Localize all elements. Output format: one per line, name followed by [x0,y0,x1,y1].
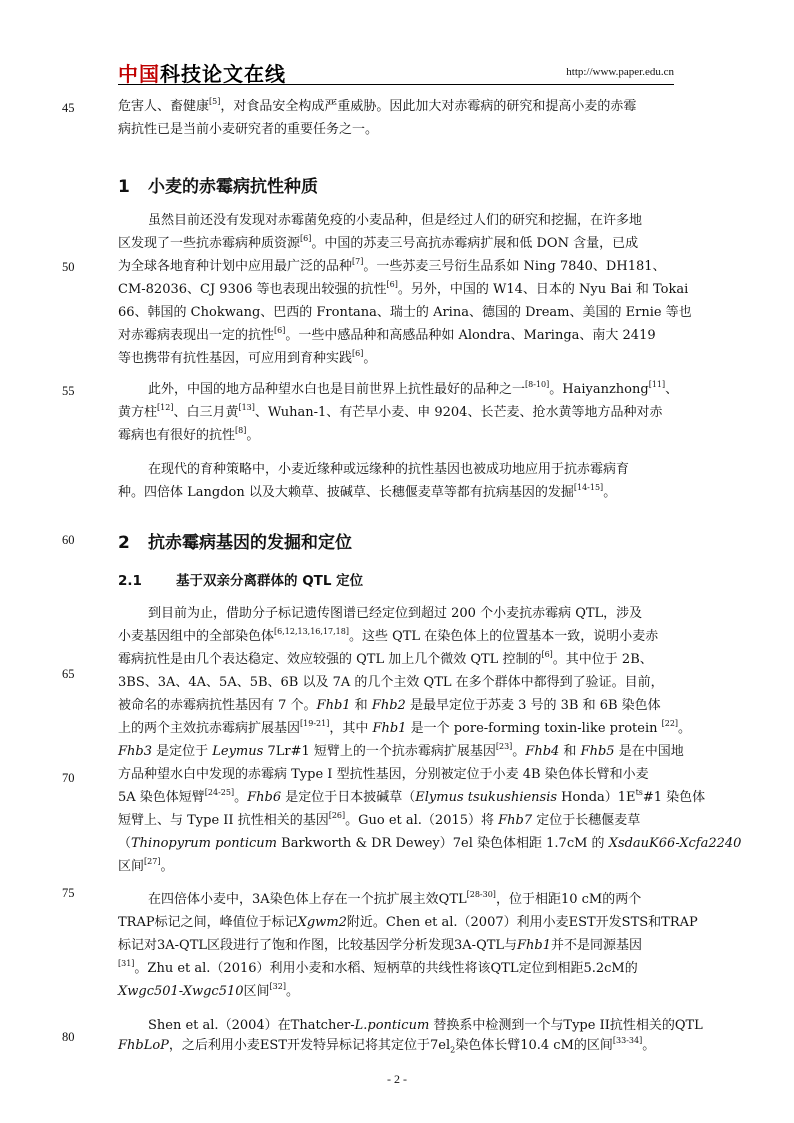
body-line: Fhb3 是定位于 Leymus 7Lr#1 短臂上的一个抗赤霉病扩展基因[23]。Fhb4 和 Fhb5 是在中国地 [118,742,684,759]
body-line: 危害人、畜健康[5]，对食品安全构成严重威胁。因此加大对赤霉病的研究和提高小麦的赤霉 [118,97,637,114]
line-number: 70 [62,771,75,785]
body-line: 上的两个主效抗赤霉病扩展基因[19-21]，其中 Fhb1 是一个 pore-forming toxin-like protein [22]。 [118,719,692,736]
citation[interactable]: [6] [352,349,364,358]
citation[interactable]: [12] [157,403,174,412]
citation[interactable]: [6] [300,234,312,243]
body-line: 为全球各地育种计划中应用最广泛的品种[7]。一些苏麦三号衍生品系如 Ning 7840、DH181、 [118,257,666,274]
citation[interactable]: [13] [238,403,255,412]
header-url[interactable]: http://www.paper.edu.cn [566,66,674,78]
logo-red-text: 中国 [118,62,160,86]
logo-black-text: 科技论文在线 [160,62,286,86]
body-line: 短臂上、与 Type II 抗性相关的基因[26]。Guo et al.（2015）将 Fhb7 定位于长穗偃麦草 [118,811,641,828]
body-line: 等也携带有抗性基因，可应用到育种实践[6]。 [118,349,377,366]
page-number: - 2 - [387,1072,407,1086]
citation[interactable]: [22] [661,719,679,728]
body-line: 此外，中国的地方品种望水白也是目前世界上抗性最好的品种之一[8-10]。Haiyanzhong[11]、 [148,380,679,397]
body-line: 种。四倍体 Langdon 以及大赖草、披碱草、长穗偃麦草等都有抗病基因的发掘[14-15]。 [118,483,617,500]
body-line: 被命名的赤霉病抗性基因有 7 个。Fhb1 和 Fhb2 是最早定位于苏麦 3 号的 3B 和 6B 染色体 [118,698,661,713]
citation[interactable]: [28-30] [466,890,496,899]
line-number: 45 [62,101,75,115]
citation[interactable]: [8] [235,426,247,435]
line-number: 80 [62,1030,75,1044]
body-line: 标记对3A-QTL区段进行了饱和作图，比较基因学分析发现3A-QTL与Fhb1并不是同源基因 [118,938,643,953]
line-number: 65 [62,667,75,681]
body-line: 小麦基因组中的全部染色体[6,12,13,16,17,18]。这些 QTL 在染色体上的位置基本一致，说明小麦赤 [118,627,659,644]
citation[interactable]: [32] [269,982,286,991]
citation[interactable]: [5] [209,97,221,106]
body-line: 黄方柱[12]、白三月黄[13]、Wuhan-1、有芒早小麦、申 9204、长芒麦、抢水黄等地方品种对赤 [118,403,663,420]
line-number: 60 [62,533,75,547]
body-line: 霉病抗性是由几个表达稳定、效应较强的 QTL 加上几个微效 QTL 控制的[6]。其中位于 2B、 [118,650,653,667]
citation[interactable]: [33-34] [612,1036,643,1045]
body-line: 66、韩国的 Chokwang、巴西的 Frontana、瑞士的 Arina、德国的 Dream、美国的 Ernie 等也 [118,305,692,320]
body-line: 在现代的育种策略中，小麦近缘种或远缘种的抗性基因也被成功地应用于抗赤霉病育 [148,462,630,477]
header-rule [118,84,674,85]
journal-logo [118,58,286,87]
body-line: （Thinopyrum ponticum Barkworth & DR Dewey）7el 染色体相距 1.7cM 的 XsdauK66-Xcfa2240 [118,836,742,851]
body-line: 虽然目前还没有发现对赤霉菌免疫的小麦品种，但是经过人们的研究和挖掘，在许多地 [148,213,643,228]
body-line: 病抗性已是当前小麦研究者的重要任务之一。 [118,122,379,137]
citation[interactable]: [23] [495,742,513,751]
line-number: 55 [62,384,75,398]
body-line: 区间[27]。 [118,857,174,874]
body-line: 对赤霉病表现出一定的抗性[6]。一些中感品种和高感品种如 Alondra、Maringa、南大 2419 [118,326,656,343]
body-line: 3BS、3A、4A、5A、5B、6B 以及 7A 的几个主效 QTL 在多个群体中都得到了验证。目前， [118,675,664,690]
citation[interactable]: [8-10] [525,380,550,389]
citation[interactable]: [19-21] [300,719,330,728]
body-line: 方品种望水白中发现的赤霉病 Type I 型抗性基因，分别被定位于小麦 4B 染色体长臂和小麦 [118,767,649,782]
citation[interactable]: [31] [118,959,135,968]
citation[interactable]: [6] [541,650,553,659]
citation[interactable]: [26] [328,811,346,820]
citation[interactable]: [14-15] [573,483,604,492]
line-number: 75 [62,886,75,900]
body-line: 在四倍体小麦中，3A染色体上存在一个抗扩展主效QTL[28-30]，位于相距10 cM的两个 [148,890,642,907]
citation[interactable]: [6] [386,280,398,289]
subsection-heading: 2.1 基于双亲分离群体的 QTL 定位 [118,573,364,589]
section-heading: 1 小麦的赤霉病抗性种质 [118,177,318,197]
citation[interactable]: [6] [274,326,286,335]
body-line: CM-82036、CJ 9306 等也表现出较强的抗性[6]。另外，中国的 W14、日本的 Nyu Bai 和 Tokai [118,280,689,297]
citation[interactable]: [6,12,13,16,17,18] [274,627,349,636]
body-line: 到目前为止，借助分子标记遗传图谱已经定位到超过 200 个小麦抗赤霉病 QTL，涉及 [148,606,643,621]
citation[interactable]: [11] [648,380,666,389]
body-line: [31]。Zhu et al.（2016）利用小麦和水稻、短柄草的共线性将该QTL定位到相距5.2cM的 [118,959,638,976]
body-line: Shen et al.（2004）在Thatcher-L.ponticum 替换系中检测到一个与Type II抗性相关的QTL [148,1018,703,1033]
citation[interactable]: [7] [352,257,364,266]
body-line: TRAP标记之间，峰值位于标记Xgwm2附近。Chen et al.（2007）利用小麦EST开发STS和TRAP [118,915,698,930]
body-line: 5A 染色体短臂[24-25]。Fhb6 是定位于日本披碱草（Elymus tsukushiensis $Honda)1E^{ts}\#1$ 染色体 [118,788,706,805]
body-line: 霉病也有很好的抗性[8]。 [118,426,260,443]
body-line: FhbLoP，之后利用小麦EST开发特异标记将其定位于$7el_2$染色体长臂10.4 cM的区间[33-34]。 [118,1036,656,1055]
citation[interactable]: [27] [144,857,161,866]
body-line: Xwgc501-Xwgc510区间[32]。 [118,982,299,999]
citation[interactable]: [24-25] [204,788,235,797]
body-line: 区发现了一些抗赤霉病种质资源[6]。中国的苏麦三号高抗赤霉病扩展和低 DON 含量，已成 [118,234,639,251]
section-heading: 2 抗赤霉病基因的发掘和定位 [118,533,352,553]
line-number: 50 [62,260,75,274]
